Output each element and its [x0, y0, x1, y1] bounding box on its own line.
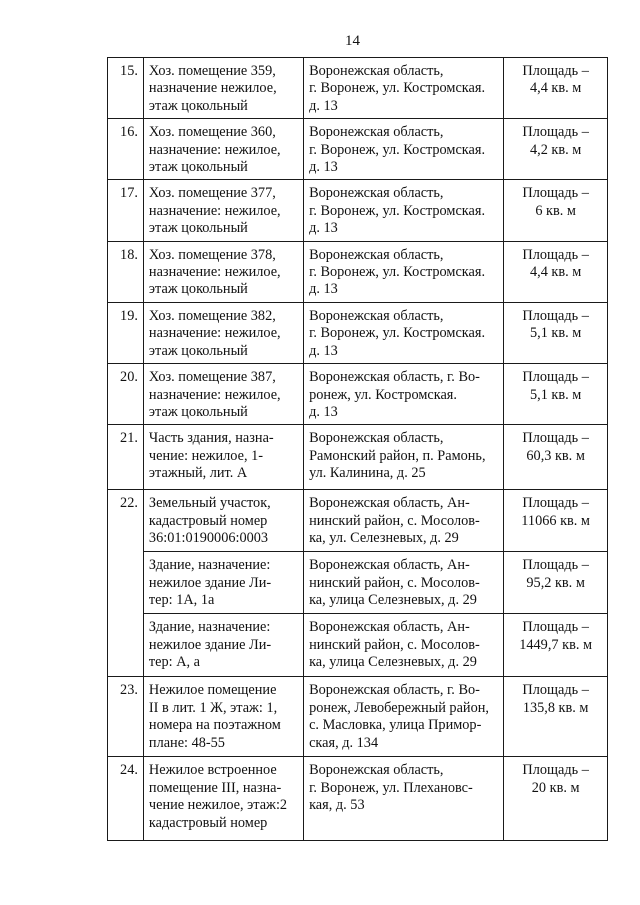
table-row — [108, 119, 608, 180]
table-row — [108, 58, 608, 119]
property-area: Площадь – 4,4 кв. м — [504, 241, 608, 302]
property-name: Хоз. помещение 360, назначение: нежилое, этаж цокольный — [143, 119, 303, 180]
property-area: Площадь – 60,3 кв. м — [504, 425, 608, 490]
row-number: 23. — [108, 677, 144, 757]
property-area: Площадь – 4,2 кв. м — [504, 119, 608, 180]
property-address: Воронежская область, г. Воронеж, ул. Костромская. д. 13 — [304, 180, 504, 241]
row-number: 22. — [108, 490, 144, 677]
property-area: Площадь – 5,1 кв. м — [504, 364, 608, 425]
property-name: Хоз. помещение 378, назначение: нежилое, этаж цокольный — [143, 241, 303, 302]
property-name: Хоз. помещение 382, назначение: нежилое, этаж цокольный — [143, 302, 303, 363]
property-address: Воронежская область, Ан- нинский район, с. Мосолов- ка, улица Селезневых, д. 29 — [304, 614, 504, 677]
table-row — [108, 552, 608, 614]
property-address: Воронежская область, г. Воронеж, ул. Плехановс- кая, д. 53 — [304, 757, 504, 841]
property-address: Воронежская область, г. Воронеж, ул. Костромская. д. 13 — [304, 119, 504, 180]
property-address: Воронежская область, Ан- нинский район, с. Мосолов- ка, ул. Селезневых, д. 29 — [304, 490, 504, 552]
property-area: Площадь – 135,8 кв. м — [504, 677, 608, 757]
row-number: 17. — [108, 180, 144, 241]
property-name: Хоз. помещение 377, назначение: нежилое, этаж цокольный — [143, 180, 303, 241]
table-row — [108, 677, 608, 757]
page-number: 14 — [345, 33, 360, 49]
property-address: Воронежская область, г. Воронеж, ул. Костромская. д. 13 — [304, 58, 504, 119]
property-name: Нежилое помещение II в лит. 1 Ж, этаж: 1, номера на поэтажном плане: 48-55 — [143, 677, 303, 757]
property-area: Площадь – 95,2 кв. м — [504, 552, 608, 614]
row-number: 19. — [108, 302, 144, 363]
table-row — [108, 757, 608, 841]
property-name: Здание, назначение: нежилое здание Ли- тер: А, а — [143, 614, 303, 677]
table-row — [108, 180, 608, 241]
property-area: Площадь – 11066 кв. м — [504, 490, 608, 552]
table-row — [108, 364, 608, 425]
property-address: Воронежская область, г. Воронеж, ул. Костромская. д. 13 — [304, 302, 504, 363]
property-name: Хоз. помещение 387, назначение: нежилое, этаж цокольный — [143, 364, 303, 425]
property-table — [107, 57, 608, 841]
row-number: 20. — [108, 364, 144, 425]
property-area: Площадь – 5,1 кв. м — [504, 302, 608, 363]
property-address: Воронежская область, г. Во- ронеж, Левобережный район, с. Масловка, улица Примор- ская, д. 134 — [304, 677, 504, 757]
property-name: Нежилое встроенное помещение III, назна- чение нежилое, этаж:2 кадастровый номер — [143, 757, 303, 841]
property-area: Площадь – 4,4 кв. м — [504, 58, 608, 119]
table-row — [108, 425, 608, 490]
row-number: 15. — [108, 58, 144, 119]
property-address: Воронежская область, г. Воронеж, ул. Костромская. д. 13 — [304, 241, 504, 302]
property-area: Площадь – 1449,7 кв. м — [504, 614, 608, 677]
property-address: Воронежская область, Ан- нинский район, с. Мосолов- ка, улица Селезневых, д. 29 — [304, 552, 504, 614]
property-address: Воронежская область, г. Во- ронеж, ул. Костромская. д. 13 — [304, 364, 504, 425]
table-row — [108, 302, 608, 363]
table-row — [108, 614, 608, 677]
row-number: 24. — [108, 757, 144, 841]
table-row — [108, 241, 608, 302]
property-area: Площадь – 6 кв. м — [504, 180, 608, 241]
property-name: Часть здания, назна- чение: нежилое, 1- этажный, лит. А — [143, 425, 303, 490]
property-area: Площадь – 20 кв. м — [504, 757, 608, 841]
property-name: Здание, назначение: нежилое здание Ли- тер: 1А, 1а — [143, 552, 303, 614]
row-number: 18. — [108, 241, 144, 302]
property-address: Воронежская область, Рамонский район, п. Рамонь, ул. Калинина, д. 25 — [304, 425, 504, 490]
property-name: Земельный участок, кадастровый номер 36:01:0190006:0003 — [143, 490, 303, 552]
row-number: 16. — [108, 119, 144, 180]
table-row — [108, 490, 608, 552]
property-name: Хоз. помещение 359, назначение нежилое, этаж цокольный — [143, 58, 303, 119]
row-number: 21. — [108, 425, 144, 490]
